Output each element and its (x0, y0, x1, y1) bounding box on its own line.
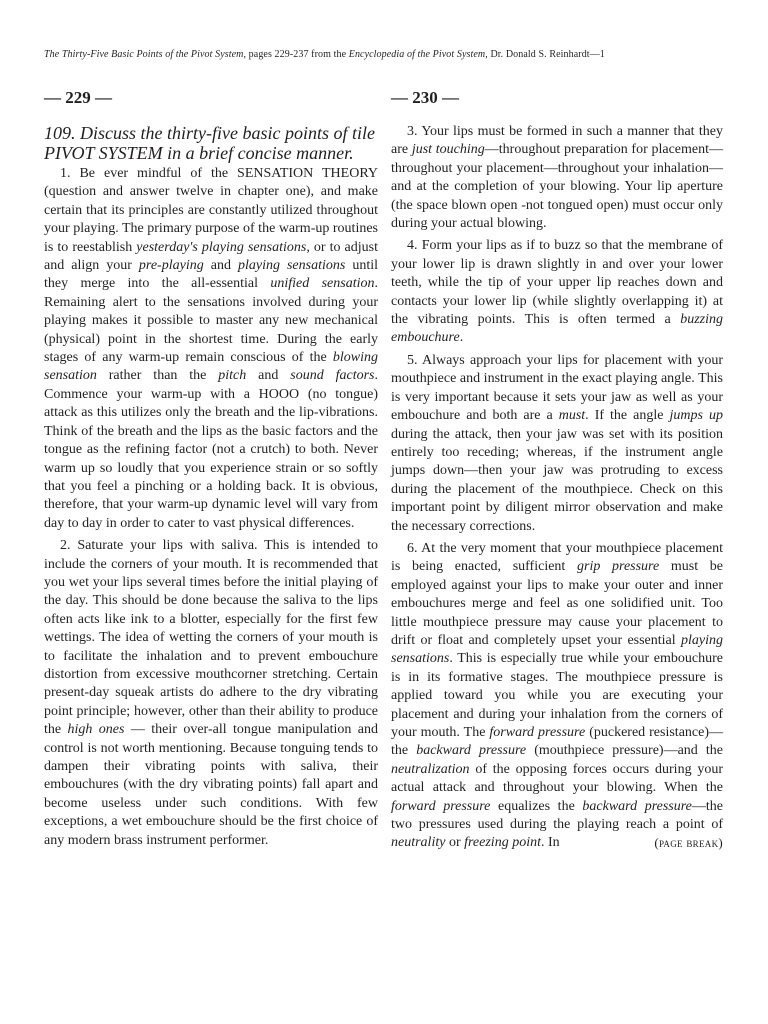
italic-run: sound factors (290, 368, 375, 384)
text-run: 2. Saturate your lips with saliva. This is intended to include the corners of your mouth. It is recommended that you wet your lips several times before the initial playing of the day. This should be done because the saliva to the lips often acts like ink to a blotter, especially for the first few wettings. The idea of wetting the corners of your mouth is to facilitate the inhalation and to prevent embouchure distortion from excessive mouthcorner stretching. Certain present-day squeak artists do adhere to the dry vibrating point principle; however, other than their ability to produce the (44, 538, 378, 738)
italic-run: pre-playing (138, 258, 204, 274)
point-paragraph-text (391, 541, 723, 851)
text-run: and (246, 368, 291, 384)
right-column (391, 88, 723, 857)
point-paragraph (391, 352, 723, 536)
italic-run: backward pressure (416, 743, 527, 759)
italic-run: jumps up (669, 408, 723, 424)
italic-run: forward pressure (391, 798, 491, 814)
italic-run: buzzing embouchure (391, 312, 723, 346)
text-run: equalizes the (490, 798, 583, 814)
header-tail: , Dr. Donald S. Reinhardt—1 (485, 49, 605, 60)
text-run: . (459, 330, 464, 346)
italic-run: yesterday's playing sensations (136, 239, 307, 255)
italic-run: grip pressure (577, 559, 660, 575)
point-paragraph (391, 237, 723, 347)
text-run: during the attack, then your jaw was set with its position entirely too receding; whereas, if the instrument angle jumps down—then your jaw was protruding to excess during the placement of the mouthpiece. Check on this important point by diligent mirror observation and make the necessary corrections. (391, 426, 723, 534)
text-run: and (203, 258, 238, 274)
text-run: . If the angle (585, 408, 670, 424)
text-run: 6. At the very moment that your mouthpiece placement is being enacted, sufficient (391, 540, 723, 575)
text-run: —the two pressures used during the playing reach a point of (391, 798, 723, 833)
point-paragraph (391, 123, 723, 233)
italic-run: playing sensations (391, 632, 723, 667)
italic-run: backward pressure (582, 798, 692, 814)
text-run: must be employed against your lips to make your outer and inner embouchures merge and feel as one solidified unit. Too little mouthpiece pressure may cause your placement to drift or float and completely upset your essential (391, 559, 723, 648)
text-run: —throughout preparation for placement—throughout your placement—throughout your inhalation—and at the completion of your blowing. Your lip aperture (the space blown open -not tongued open) must occur only during your actual blowing. (391, 142, 723, 232)
page-break-marker: (page break) (654, 835, 723, 851)
italic-run: unified sensation (270, 276, 375, 292)
italic-run: neutralization (391, 761, 470, 777)
left-column (44, 88, 378, 854)
italic-run: pitch (218, 368, 247, 384)
text-run: 1. Be ever mindful of the SENSATION THEORY (question and answer twelve in chapter one), and make certain that its principles are constantly utilized throughout your playing. The primary purpose of the warm-up routines is to reestablish (44, 166, 378, 255)
header-mid: , pages 229-237 from the (243, 49, 349, 60)
point-paragraph (44, 165, 378, 533)
running-header (44, 48, 734, 62)
text-run: until they merge into the all-essential (44, 258, 378, 292)
text-run: rather than the (96, 368, 219, 384)
text-run: of the opposing forces occurs during your actual attack and throughout your blowing. When the (391, 761, 723, 796)
italic-run: high ones (67, 722, 125, 738)
text-run: , or to adjust and align your (44, 239, 378, 274)
italic-run: neutrality (391, 835, 446, 851)
point-paragraph (44, 537, 378, 850)
italic-run: must (558, 408, 586, 424)
text-run: (mouthpiece pressure)—and the (526, 743, 723, 759)
text-run: 3. Your lips must be formed in such a manner that they are (391, 124, 723, 158)
italic-run: blowing sensation (44, 350, 378, 384)
italic-run: freezing point (464, 835, 541, 851)
italic-run: just touching (411, 142, 485, 158)
point-paragraph (391, 540, 723, 853)
page-number-230: — 230 — (391, 88, 459, 107)
text-run: . This is especially true while your embouchure is in its formative stages. The mouthpiece pressure is applied toward you while you are executing your placement and during your inhalation from the corners of your mouth. The (391, 651, 723, 740)
text-run: (puckered resistance)—the (391, 725, 723, 759)
text-run: or (445, 835, 465, 851)
text-run: . In (540, 835, 560, 851)
header-source: Encyclopedia of the Pivot System (348, 49, 486, 60)
italic-run: playing sensations (237, 258, 346, 274)
text-run: 5. Always approach your lips for placement with your mouthpiece and instrument in the exact playing angle. This is very important because it sets your jaw as well as your embouchure and both are a (391, 352, 723, 424)
page-number-229: — 229 — (44, 88, 112, 107)
text-run: — their over-all tongue manipulation and control is not worth mentioning. Because tonguing tends to dampen their vibrating points with saliva, their embouchures (with the dry vibrating points) fall apart and become useless under such conditions. With few exceptions, a wet embouchure should be the first choice of any modern brass instrument performer. (44, 722, 378, 848)
header-title: The Thirty-Five Basic Points of the Pivot System (44, 49, 244, 60)
text-run: . Commence your warm-up with a HOOO (no tongue) attack as this utilizes only the breath and the lip-vibrations. Think of the breath and the lips as the basic factors and the tongue as the refining factor (not a crutch) to both. Never warm up so loudly that you experience strain or so softly that you feel a pinching or a holding back. It is obvious, therefore, that your warm-up dynamic level will vary from day to day in order to cater to vast physical differences. (44, 368, 378, 531)
italic-run: forward pressure (489, 725, 586, 740)
question-heading: 109. Discuss the thirty-five basic points of tile PIVOT SYSTEM in a brief concise manner. (44, 123, 375, 163)
text-run: 4. Form your lips as if to buzz so that the membrane of your lower lip is drawn slightly in and over your lower teeth, while the tip of your upper lip reaches down and contacts your lower lip (while slightly overlapping it) at the vibrating points. This is often termed a (391, 238, 723, 328)
text-run: . Remaining alert to the sensations involved during your playing makes it possible to master any new mechanical (physical) point in the shortest time. During the early stages of any warm-up remain conscious of the (44, 276, 378, 366)
